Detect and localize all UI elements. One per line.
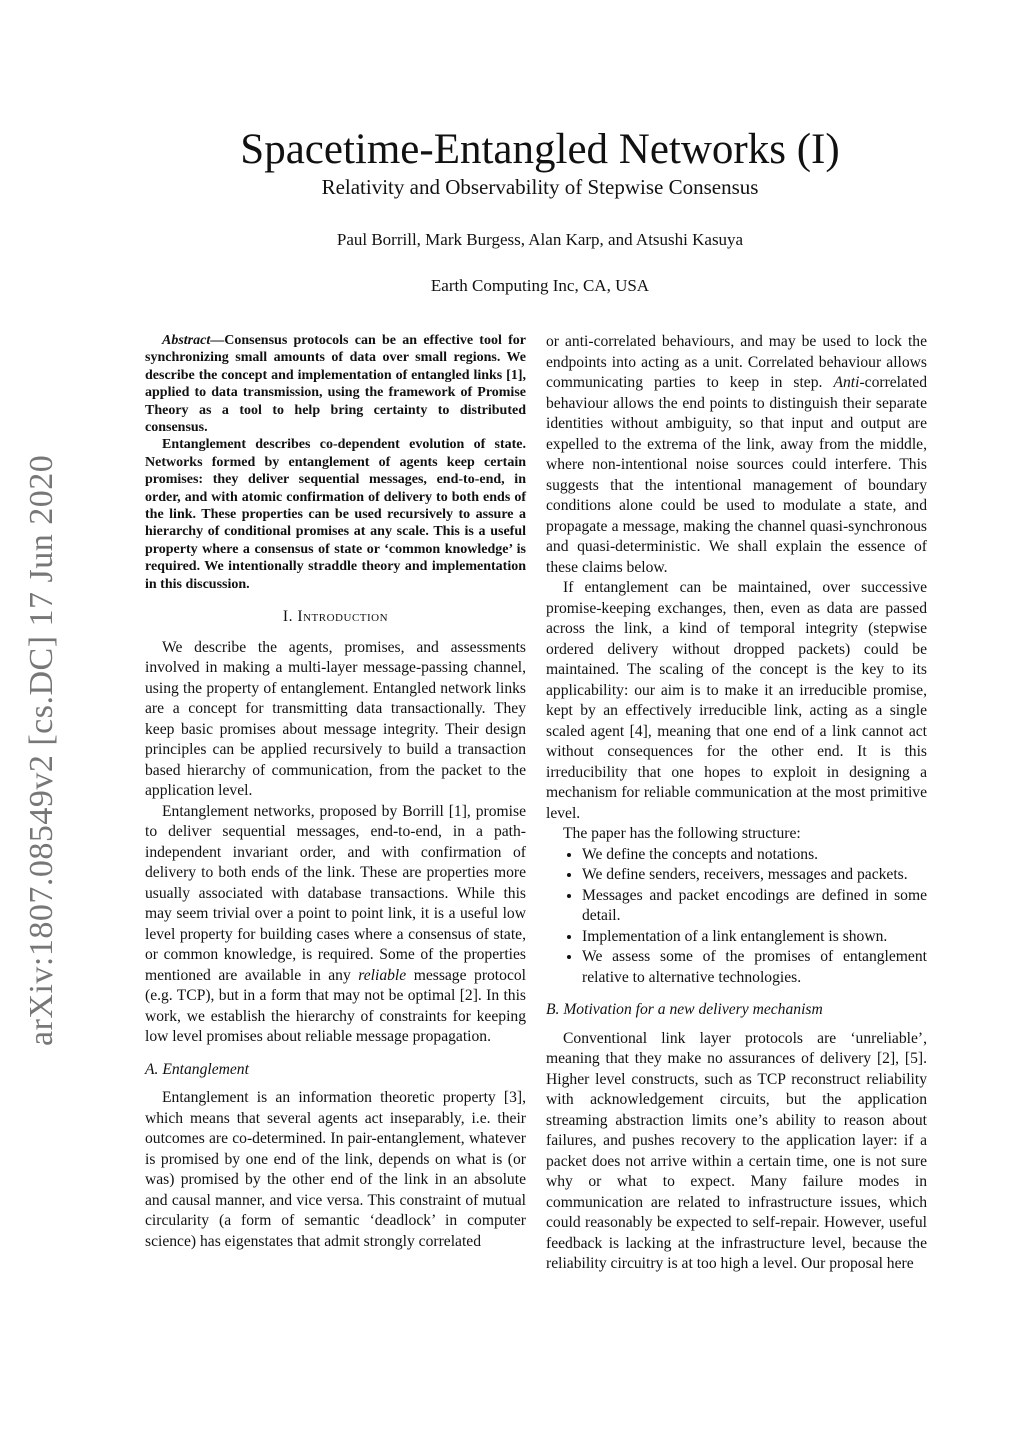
entanglement-paragraph-1: Entanglement is an information theoretic property [3], which means that several agents act inseparably, i.e. their outcomes are co-determined. In pair-entanglement, whatever is promised by one end of the link, depends on what is (or was) promised by the other end of the link in an absolute and causal manner, and vice versa. This constraint of mutual circularity (a form of semantic ‘deadlock’ in computer science) has eigenstates that admit strongly correlated — [145, 1089, 526, 1250]
abstract-paragraph-1: Abstract—Consensus protocols can be an effective tool for synchronizing small amounts of data over small regions. We describe the concept and implementation of entangled links [1], applied to data transmission, using the framework of Promise Theory as a tool to help bring certainty to distributed consensus. — [145, 333, 526, 436]
motivation-paragraph-1: Conventional link layer protocols are ‘unreliable’, meaning that they make no assurances of delivery [2], [5]. Higher level constructs, such as TCP reconstruct reliability with acknowledgement circuits, but the application streaming abstraction limits one’s ability to reason about failures, and pushes recovery to the application layer: if a packet does not arrive within a certain time, one is not sure why or what to expect. Many failure modes in communication are related to infrastructure issues, which could reasonably be expected to self-repair. However, useful feedback is lacking at the infrastructure level, because the reliability circuitry is at too high a level. Our proposal here — [546, 1029, 927, 1272]
list-item: • We assess some of the promises of entanglement relative to alternative technologies. — [582, 947, 927, 988]
left-column — [145, 332, 526, 1252]
intro-paragraph-2: Entanglement networks, proposed by Borrill [1], promise to deliver sequential messages, end-to-end, in a path-independent invariant order, and with confirmation of delivery to both ends of the link. These are properties more usually associated with database transactions. While this may seem trivial over a point to point link, it is a useful low level property for building cases where a consensus of state, or common knowledge, is required. Some of the properties mentioned are available in any reliable message protocol (e.g. TCP), but in a form that may not be optimal [2]. In this work, we establish the hierarchy of constraints for keeping low level promises about reliable message propagation. — [145, 802, 526, 1046]
paper-subtitle: Relativity and Observability of Stepwise Consensus — [321, 175, 759, 199]
entanglement-paragraph-2: If entanglement can be maintained, over successive promise-keeping exchanges, then, even as data are passed across the link, a kind of temporal integrity (stepwise ordered delivery without dropped packets) could be maintained. The scaling of the concept is the key to its applicability: our aim is to make it an irreducible promise, kept by an effectively irreducible link, acting as a single scaled agent [4], meaning that one end of a link cannot act without consequences for the other end. It is this irreducibility that one hopes to exploit in designing a mechanism for reliable communication at the most primitive level. — [546, 579, 927, 822]
list-item: • Messages and packet encodings are defined in some detail. — [582, 886, 927, 927]
structure-intro: The paper has the following structure: — [563, 825, 801, 842]
arxiv-stamp: arXiv:1807.08549v2 [cs.DC] 17 Jun 2020 — [23, 454, 60, 1046]
paper-title: Spacetime-Entangled Networks (I) — [240, 126, 840, 173]
structure-list — [546, 845, 927, 989]
section-heading-introduction: I. Introduction — [282, 608, 389, 626]
intro-paragraph-1: We describe the agents, promises, and assessments involved in making a multi-layer message-passing channel, using the property of entanglement. Entangled network links are a concept for transmitting data transactionally. They keep basic promises about message integrity. Their design principles can be applied recursively to build a transaction based hierarchy of communication, from the packet to the application level. — [145, 638, 526, 800]
affiliation: Earth Computing Inc, CA, USA — [430, 276, 650, 295]
abstract-label: Abstract — [162, 333, 211, 348]
abstract — [145, 332, 526, 593]
subsection-heading-motivation: B. Motivation for a new delivery mechanism — [546, 1001, 823, 1018]
right-column — [546, 332, 927, 1275]
list-item: • Implementation of a link entanglement is shown. — [582, 927, 927, 948]
author-list: Paul Borrill, Mark Burgess, Alan Karp, and Atsushi Kasuya — [336, 230, 744, 249]
subsection-heading-entanglement: A. Entanglement — [145, 1060, 249, 1078]
list-item: • We define senders, receivers, messages and packets. — [582, 865, 927, 886]
abstract-paragraph-2: Entanglement describes co-dependent evolution of state. Networks formed by entanglement of agents keep certain promises: they deliver sequential messages, end-to-end, in order, and with atomic confirmation of delivery to both ends of the link. These properties can be used recursively to assure a hierarchy of conditional promises at any scale. This is a useful property where a consensus of state or ‘common knowledge’ is required. We intentionally straddle theory and implementation in this discussion. — [145, 437, 526, 592]
list-item: • We define the concepts and notations. — [582, 845, 927, 866]
entanglement-paragraph-1-continued: or anti-correlated behaviours, and may be used to lock the endpoints into acting as a unit. Correlated behaviour allows communicating parties to keep in step. Anti-correlated behaviour allows the end points to distinguish their separate identities without ambiguity, so that input and output are expelled to the extrema of the link, away from the middle, where non-intentional noise sources could interfere. This suggests that the intentional management of boundary conditions alone could be used to modulate a state, and propagate a message, making the channel quasi-synchronous and quasi-deterministic. We shall explain the essence of these claims below. — [546, 333, 927, 576]
